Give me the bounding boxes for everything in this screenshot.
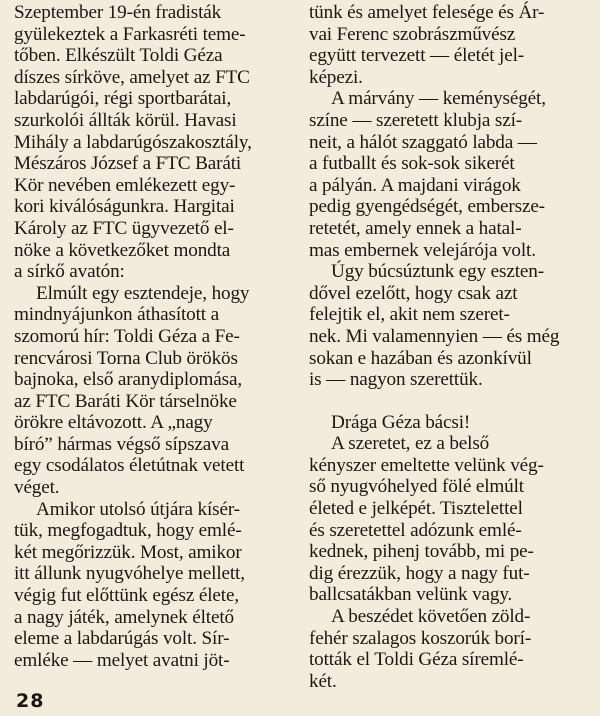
page-number: 28 (16, 690, 45, 712)
article-column-left (14, 2, 291, 671)
article-paragraph: Szeptember 19-én fradisták gyülekeztek a Farkasréti teme- tőben. Elkészült Toldi Géza díszes sírköve, amelyet az FTC labdarúgói, régi sportbarátai, szurkolói állták körül. Havasi Mihály a labdarúgószakosztály, Mészáros József a FTC Baráti Kör nevében emlékezett egy- kori kiválóságunkra. Hargitai Károly az FTC ügyvezető el- nöke a következőket mondta a sírkő avatón: (14, 2, 252, 283)
article-paragraph: tünk és amelyet felesége és Ár- vai Ferenc szobrászművész együtt tervezett — életét jel- képezi. (309, 2, 545, 88)
column-divider (299, 4, 300, 694)
speech-salutation: Drága Géza bácsi! (331, 411, 471, 433)
article-paragraph: A márvány — keménységét, színe — szeretett klubja szí- neit, a hálót szaggató labda — a futballt és sok-sok sikerét a pályán. A majdani virágok pedig gyengédségét, embersze- retetét, amely ennek a hatal- mas embernek velejárója volt. (309, 88, 546, 261)
article-paragraph: Elmúlt egy esztendeje, hogy mindnyájunkon áthasított a szomorú hír: Toldi Géza a Fe- rencvárosi Torna Club örökös bajnoka, első aranydiplomása, az FTC Baráti Kör társelnöke örökre eltávozott. A „nagy bíró” hármas végső sípszava egy csodálatos életútnak vetett véget. (14, 282, 250, 499)
article-paragraph: A beszédet követően zöld- fehér szalagos koszorúk borí- tották el Toldi Géza síremlé- két. (309, 606, 532, 692)
article-paragraph: Amikor utolsó útjára kísér- tük, megfogadtuk, hogy emlé- két megőrizzük. Most, amikor itt állunk nyugvóhelye mellett, végig fut előttünk egész élete, a nagy játék, amelynek éltető eleme a labdarúgás volt. Sír- emléke — melyet avatni jöt- (14, 498, 245, 671)
article-paragraph: Úgy búcsúztunk egy eszten- dővel ezelőtt, hogy csak azt felejtik el, akit nem szeret- nek. Mi valamennyien — és még sokan e hazában és azonkívül is — nagyon szerettük. (309, 261, 560, 391)
article-paragraph: A szeretet, ez a belső kényszer emeltette velünk vég- ső nyugvóhelyed fölé elmúlt életed e jelképét. Tisztelettel és szeretettel adózunk emlé- kednek, pihenj tovább, mi pe- dig érezzük, hogy a nagy fut- ballcsatákban velünk vagy. (309, 433, 544, 606)
article-column-right (309, 2, 585, 692)
